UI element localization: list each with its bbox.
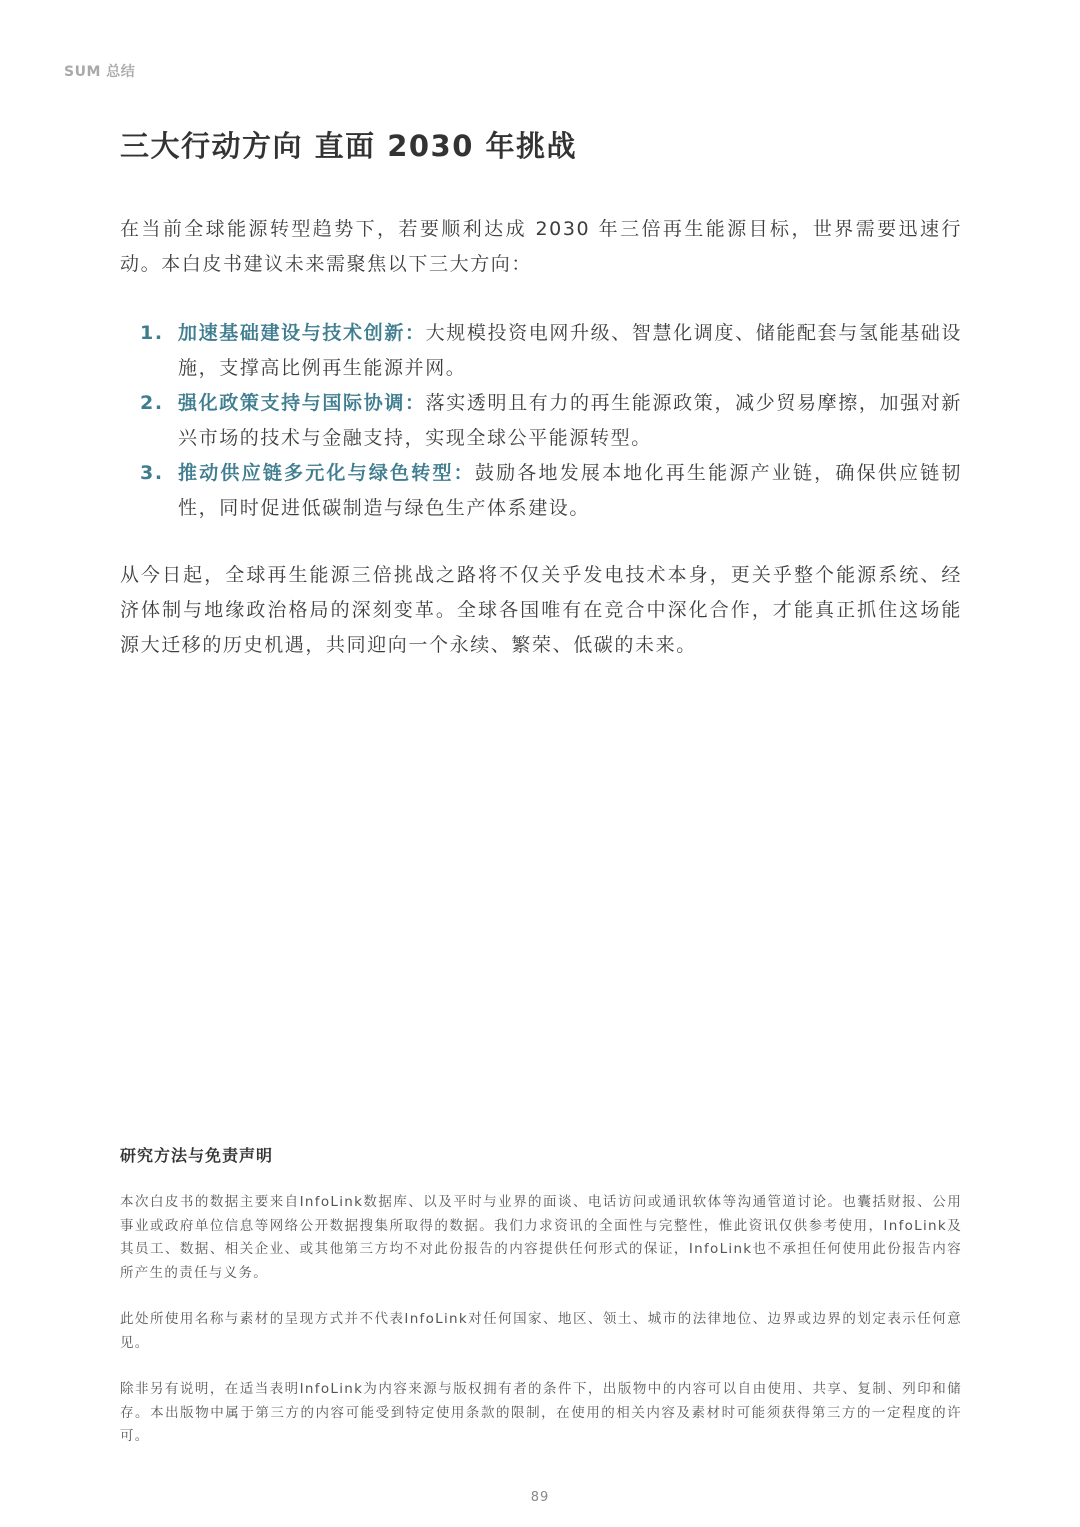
disclaimer-paragraph: 除非另有说明，在适当表明InfoLink为内容来源与版权拥有者的条件下，出版物中的内容可以自由使用、共享、复制、列印和储存。本出版物中属于第三方的内容可能受到特定使用条款的限制，在使用的相关内容及素材时可能须获得第三方的一定程度的许可。	[120, 1381, 962, 1444]
list-item	[140, 316, 962, 386]
intro-paragraph: 在当前全球能源转型趋势下，若要顺利达成 2030 年三倍再生能源目标，世界需要迅速行动。本白皮书建议未来需聚焦以下三大方向：	[120, 218, 962, 275]
list-number: 3.	[140, 462, 164, 484]
list-number: 1.	[140, 322, 164, 344]
list-text: 落实透明且有力的再生能源政策，减少贸易摩擦，加强对新兴市场的技术与金融支持，实现全球公平能源转型。	[178, 392, 962, 449]
disclaimer-paragraph: 本次白皮书的数据主要来自InfoLink数据库、以及平时与业界的面谈、电话访问或通讯软体等沟通管道讨论。也囊括财报、公用事业或政府单位信息等网络公开数据搜集所取得的数据。我们力求资讯的全面性与完整性，惟此资讯仅供参考使用，InfoLink及其员工、数据、相关企业、或其他第三方均不对此份报告的内容提供任何形式的保证，InfoLink也不承担任何使用此份报告内容所产生的责任与义务。	[120, 1194, 962, 1281]
list-heading: 推动供应链多元化与绿色转型：	[178, 462, 475, 484]
list-number: 2.	[140, 392, 164, 414]
section-tag: SUM 总结	[64, 64, 136, 80]
list-text: 大规模投资电网升级、智慧化调度、储能配套与氢能基础设施，支撑高比例再生能源并网。	[178, 322, 962, 379]
disclaimer-title: 研究方法与免责声明	[120, 1146, 274, 1165]
disclaimer-paragraph: 此处所使用名称与素材的呈现方式并不代表InfoLink对任何国家、地区、领土、城市的法律地位、边界或边界的划定表示任何意见。	[120, 1311, 962, 1351]
list-item	[140, 456, 962, 526]
list-heading: 强化政策支持与国际协调：	[178, 392, 426, 414]
list-heading: 加速基础建设与技术创新：	[178, 322, 426, 344]
directions-list	[140, 316, 962, 526]
list-text: 鼓励各地发展本地化再生能源产业链，确保供应链韧性，同时促进低碳制造与绿色生产体系建设。	[178, 462, 962, 519]
conclusion-paragraph: 从今日起，全球再生能源三倍挑战之路将不仅关乎发电技术本身，更关乎整个能源系统、经济体制与地缘政治格局的深刻变革。全球各国唯有在竞合中深化合作，才能真正抓住这场能源大迁移的历史机遇，共同迎向一个永续、繁荣、低碳的未来。	[120, 564, 962, 656]
page-title: 三大行动方向 直面 2030 年挑战	[120, 129, 578, 163]
page-number: 89	[530, 1490, 550, 1505]
list-item	[140, 386, 962, 456]
